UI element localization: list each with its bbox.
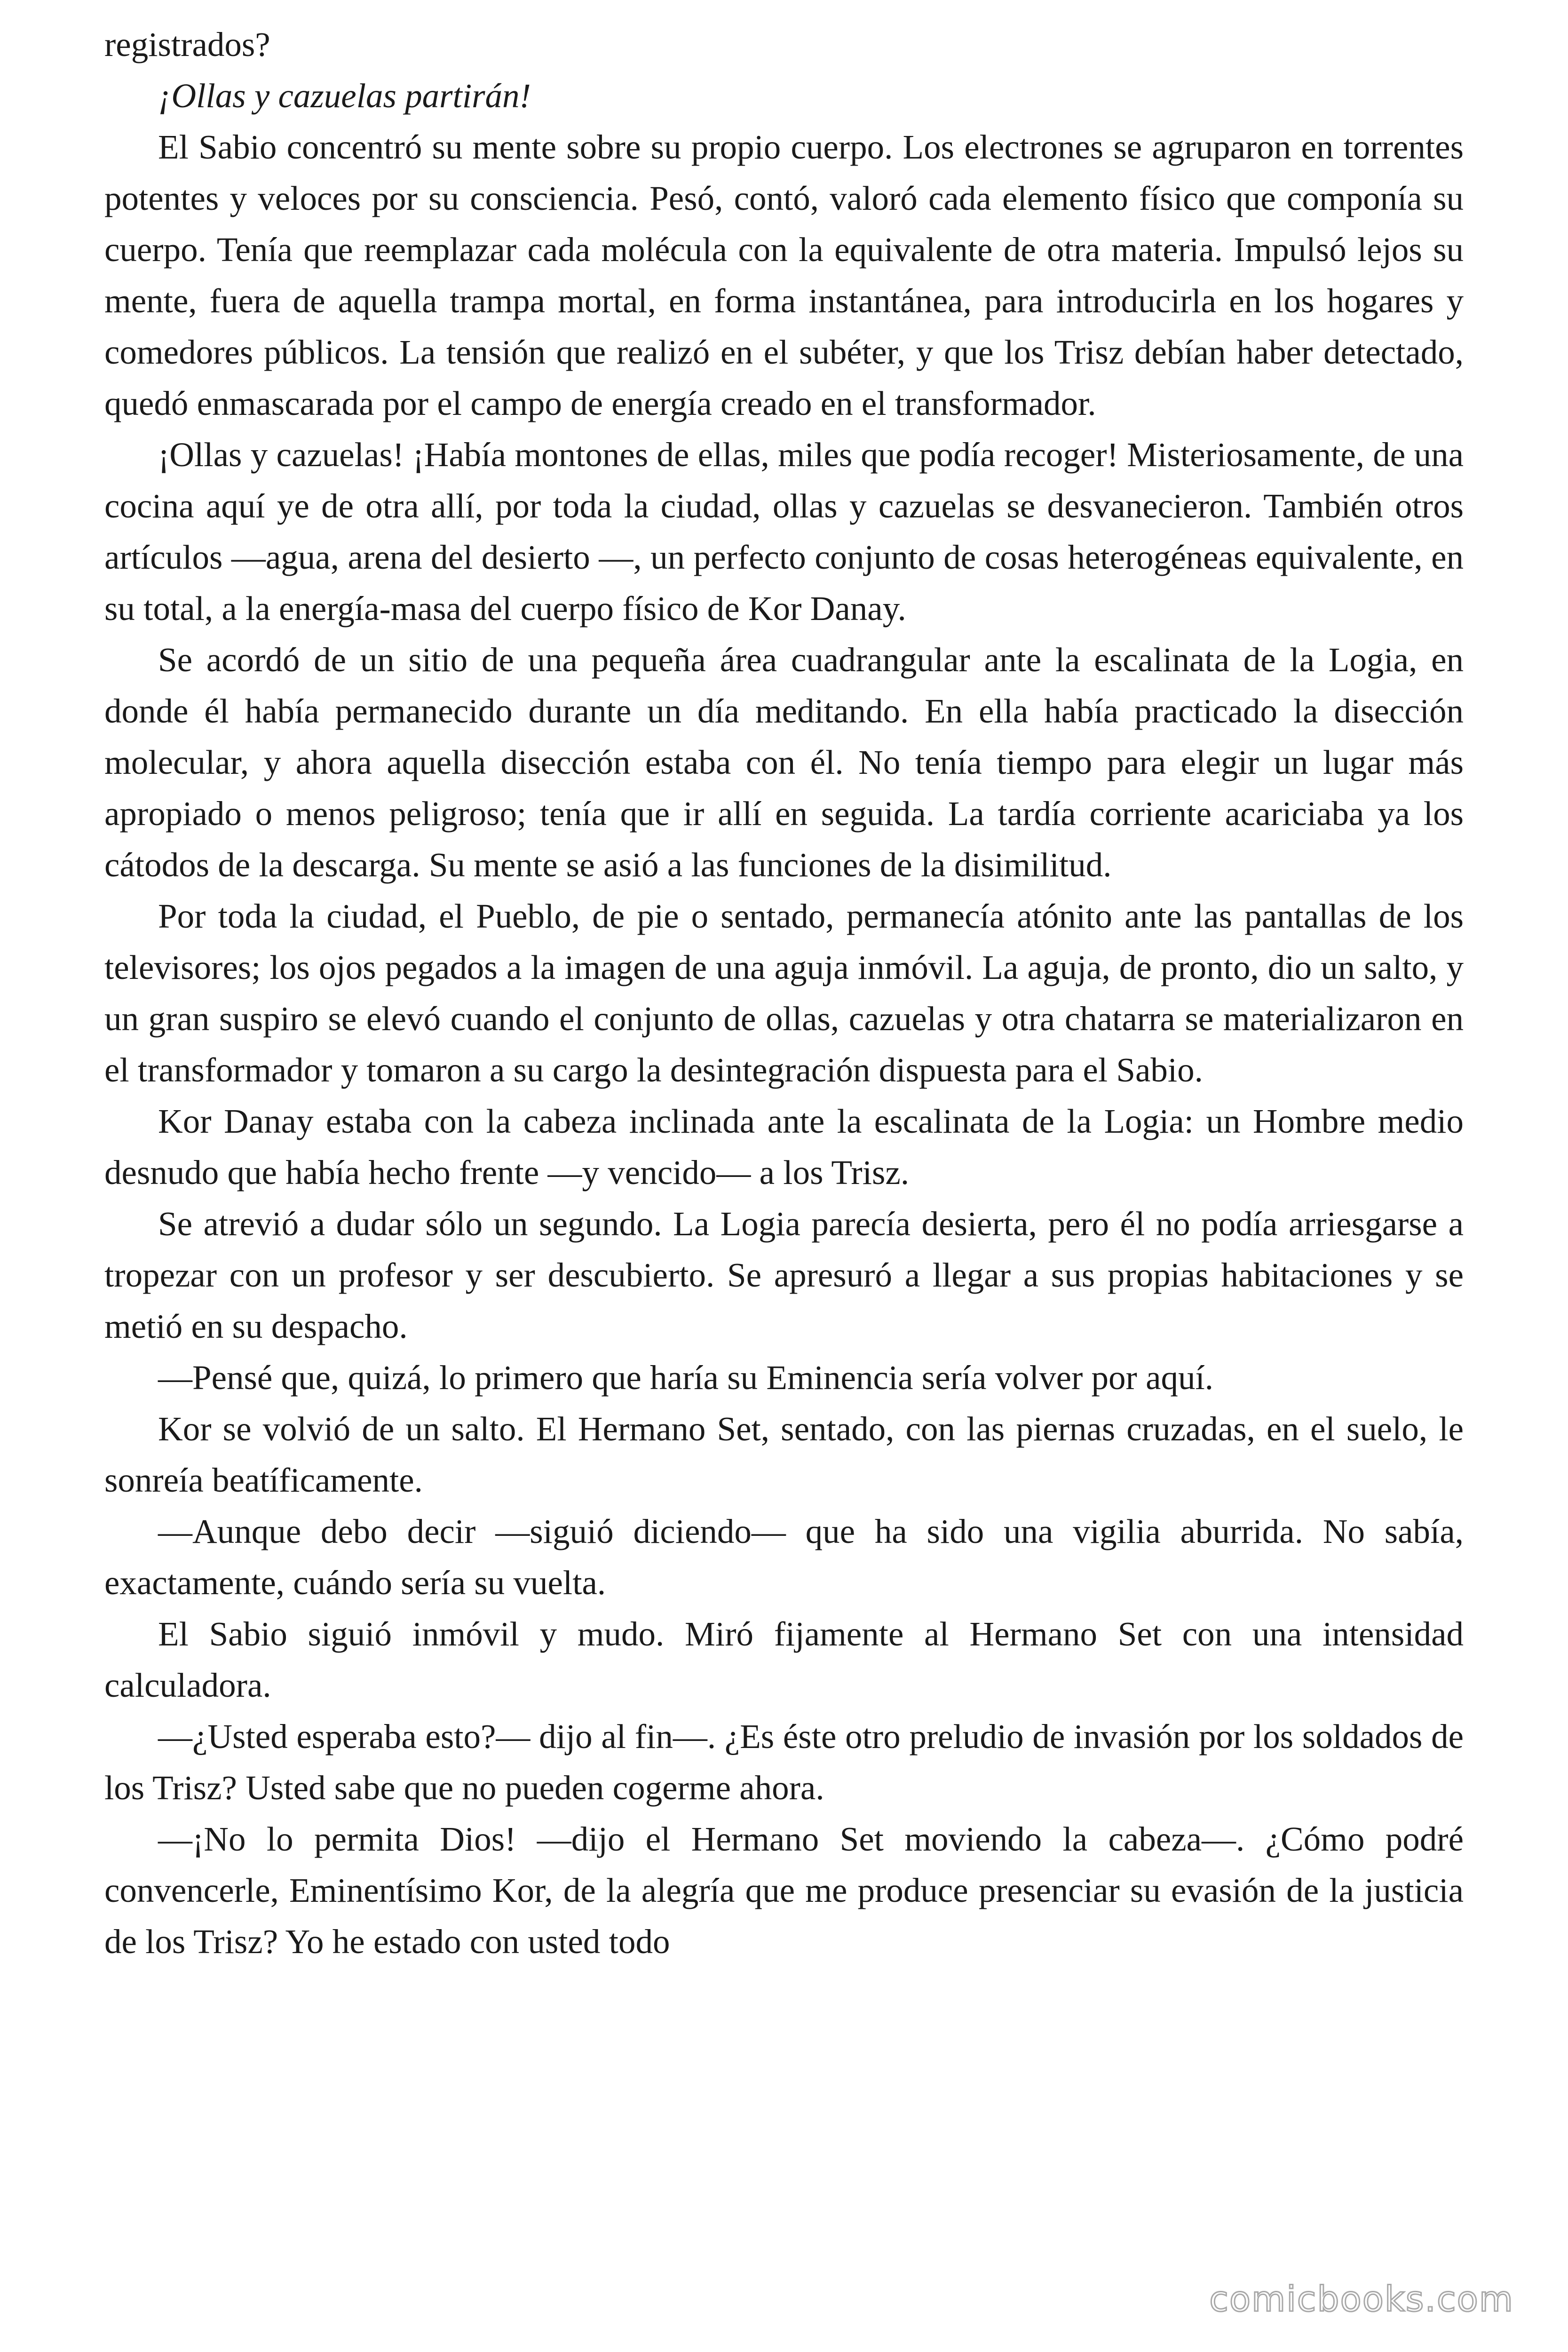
watermark: comicbooks.com <box>1209 2279 1514 2320</box>
paragraph-6: Por toda la ciudad, el Pueblo, de pie o sentado, permanecía atónito ante las pantallas de los televisores; los ojos pegados a la imagen de una aguja inmóvil. La aguja, de pronto, dio un salto, y un gran suspiro se elevó cuando el conjunto de ollas, cazuelas y otra chatarra se materializaron en el transformador y tomaron a su cargo la desintegración dispuesta para el Sabio. <box>104 897 1464 1089</box>
paragraph-11: —Aunque debo decir —siguió diciendo— que ha sido una vigilia aburrida. No sabía, exactamente, cuándo sería su vuelta. <box>104 1512 1464 1602</box>
paragraph-10: Kor se volvió de un salto. El Hermano Set, sentado, con las piernas cruzadas, en el suelo, le sonreía beatíficamente. <box>104 1410 1464 1499</box>
paragraph-12: El Sabio siguió inmóvil y mudo. Miró fijamente al Hermano Set con una intensidad calculadora. <box>104 1615 1464 1704</box>
paragraph-2: ¡Ollas y cazuelas partirán! <box>158 77 531 115</box>
paragraph-4: ¡Ollas y cazuelas! ¡Había montones de ellas, miles que podía recoger! Misteriosamente, de una cocina aquí ye de otra allí, por toda la ciudad, ollas y cazuelas se desvanecieron. También otros artículos —agua, arena del desierto —, un perfecto conjunto de cosas heterogéneas equivalente, en su total, a la energía-masa del cuerpo físico de Kor Danay. <box>104 436 1464 628</box>
paragraph-13: —¿Usted esperaba esto?— dijo al fin—. ¿Es éste otro preludio de invasión por los soldados de los Trisz? Usted sabe que no pueden cogerme ahora. <box>104 1717 1464 1807</box>
paragraph-3: El Sabio concentró su mente sobre su propio cuerpo. Los electrones se agruparon en torrentes potentes y veloces por su consciencia. Pesó, contó, valoró cada elemento físico que componía su cuerpo. Tenía que reemplazar cada molécula con la equivalente de otra materia. Impulsó lejos su mente, fuera de aquella trampa mortal, en forma instantánea, para introducirla en los hogares y comedores públicos. La tensión que realizó en el subéter, y que los Trisz debían haber detectado, quedó enmascarada por el campo de energía creado en el transformador. <box>104 128 1464 422</box>
paragraph-7: Kor Danay estaba con la cabeza inclinada ante la escalinata de la Logia: un Hombre medio desnudo que había hecho frente —y vencido— a los Trisz. <box>104 1102 1464 1192</box>
paragraph-9: —Pensé que, quizá, lo primero que haría su Eminencia sería volver por aquí. <box>158 1359 1214 1397</box>
paragraph-8: Se atrevió a dudar sólo un segundo. La Logia parecía desierta, pero él no podía arriesgarse a tropezar con un profesor y ser descubierto. Se apresuró a llegar a sus propias habitaciones y se metió en su despacho. <box>104 1205 1464 1345</box>
body-text <box>104 19 1464 1967</box>
paragraph-14: —¡No lo permita Dios! —dijo el Hermano Set moviendo la cabeza—. ¿Cómo podré convencerle, Eminentísimo Kor, de la alegría que me produce presenciar su evasión de la justicia de los Trisz? Yo he estado con usted todo <box>104 1820 1464 1961</box>
paragraph-1: registrados? <box>104 25 270 64</box>
paragraph-5: Se acordó de un sitio de una pequeña área cuadrangular ante la escalinata de la Logia, en donde él había permanecido durante un día meditando. En ella había practicado la disección molecular, y ahora aquella disección estaba con él. No tenía tiempo para elegir un lugar más apropiado o menos peligroso; tenía que ir allí en seguida. La tardía corriente acariciaba ya los cátodos de la descarga. Su mente se asió a las funciones de la disimilitud. <box>104 641 1464 884</box>
